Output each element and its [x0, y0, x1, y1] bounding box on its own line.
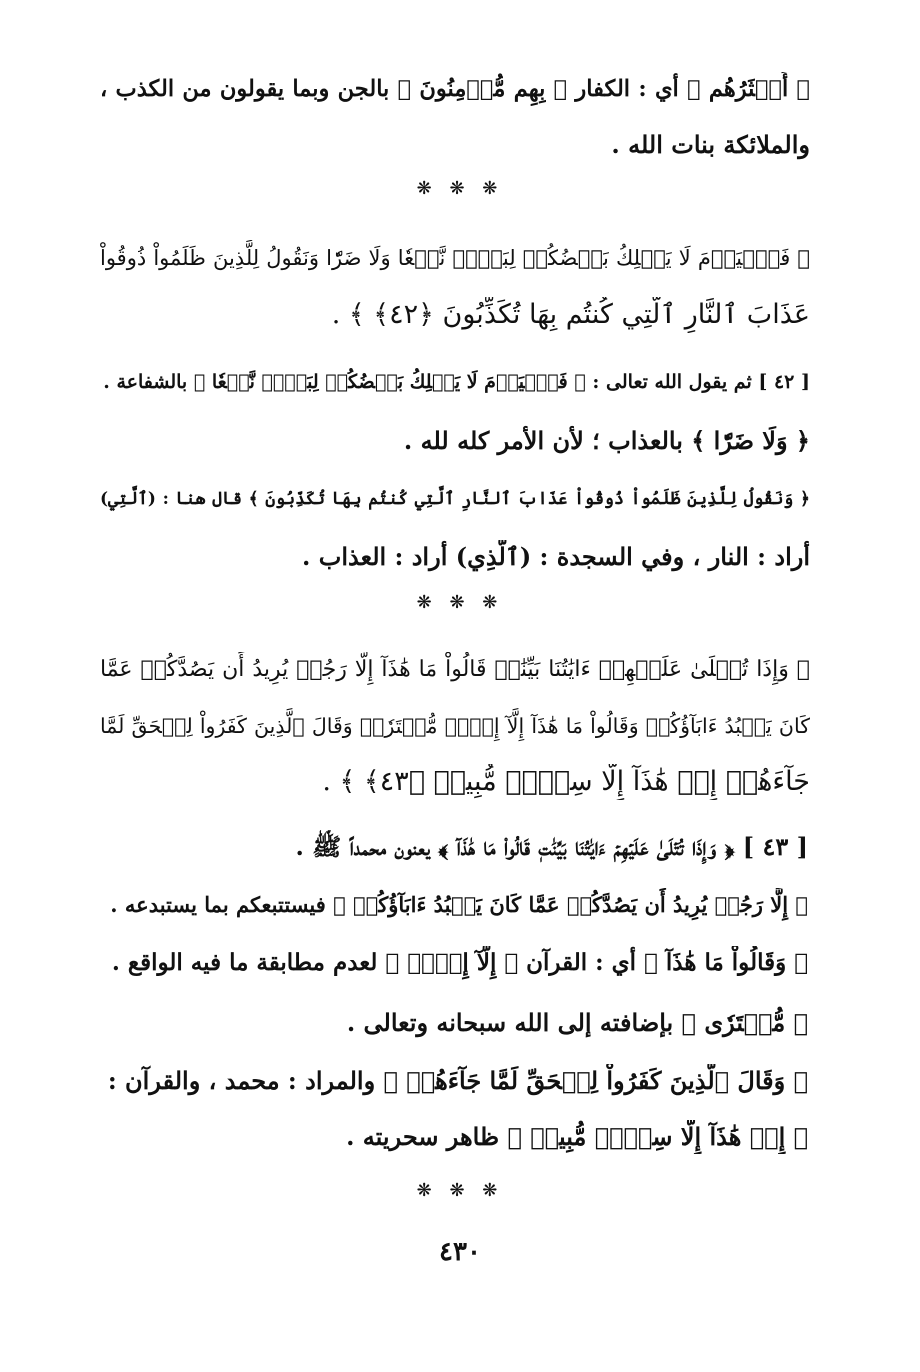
commentary-43-line-1: [ ٤٣ ] ﴿ وَإِذَا تُتۡلَىٰ عَلَيۡهِمۡ ءَايَٰتُنَا بَيِّنَٰتٖ قَالُواْ مَا هَٰذَآ ﴾ يعنون محمداً ﷺ .: [295, 832, 808, 861]
commentary-43-line-5: ﴿ وَقَالَ ٱلَّذِينَ كَفَرُواْ لِلۡحَقِّ لَمَّا جَآءَهُمۡ ﴾ والمراد : محمد ، والقرآن :: [107, 1066, 808, 1095]
commentary-42-line-1: [ ٤٢ ] ثم يقول الله تعالى : ﴿ فَٱلۡيَوۡمَ لَا يَمۡلِكُ بَعۡضُكُمۡ لِبَعۡضٖ نَّفۡعٗا ﴾ بالشفاعة .: [103, 371, 810, 393]
verse-line-43c: جَآءَهُمۡ إِنۡ هَٰذَآ إِلَّا سِحۡرٞ مُّبِينٞ ﴿٤٣﴾ ﴾ .: [322, 766, 810, 797]
section-divider-3: ❋ ❋ ❋: [416, 1180, 504, 1201]
text-line-1: ﴿ أَكۡثَرُهُم ﴾ أي : الكفار ﴿ بِهِم مُّؤۡمِنُونَ ﴾ بالجن وبما يقولون من الكذب ،: [100, 76, 810, 102]
commentary-43-line-6: ﴿ إِنۡ هَٰذَآ إِلَّا سِحۡرٞ مُّبِينٞ ﴾ ظاهر سحريته .: [346, 1122, 808, 1151]
commentary-42-line-3: ﴿ وَنَقُولُ لِلَّذِينَ ظَلَمُواْ ذُوقُواْ عَذَابَ ٱلنَّارِ ٱلَّتِي كُنتُم بِهَا تُكَذِّبُونَ ﴾ قال هنا : (ٱلَّتِي): [100, 489, 810, 509]
commentary-42-line-4: أراد : النار ، وفي السجدة : (ٱلَّذِي) أراد : العذاب .: [302, 542, 810, 571]
page-number: ٤٣٠: [439, 1237, 481, 1267]
commentary-43-line-3: ﴿ وَقَالُواْ مَا هَٰذَآ ﴾ أي : القرآن ﴿ إِلَّآ إِفۡكٞ ﴾ لعدم مطابقة ما فيه الواقع .: [111, 949, 808, 976]
section-divider-2: ❋ ❋ ❋: [416, 592, 504, 613]
verse-line-42a: ﴿ فَٱلۡيَوۡمَ لَا يَمۡلِكُ بَعۡضُكُمۡ لِبَعۡضٖ نَّفۡعٗا وَلَا ضَرّٗا وَنَقُولُ لِلَّذِينَ ظَلَمُواْ ذُوقُواْ: [100, 246, 810, 270]
commentary-43-line-2: ﴿ إِلَّا رَجُلٞ يُرِيدُ أَن يَصُدَّكُمۡ عَمَّا كَانَ يَعۡبُدُ ءَابَآؤُكُمۡ ﴾ فيستتبعكم بما يستبدعه .: [110, 892, 808, 917]
text-line-2: والملائكة بنات الله .: [611, 130, 810, 159]
verse-line-42b: عَذَابَ ٱلنَّارِ ٱلَّتِي كُنتُم بِهَا تُكَذِّبُونَ ﴿٤٢﴾ ﴾ .: [331, 299, 810, 330]
verse-line-43b: كَانَ يَعۡبُدُ ءَابَآؤُكُمۡ وَقَالُواْ مَا هَٰذَآ إِلَّآ إِفۡكٞ مُّفۡتَرٗىۚ وَقَالَ ٱلَّذِينَ كَفَرُواْ لِلۡحَقِّ لَمَّا: [100, 714, 810, 738]
commentary-43-line-4: ﴿ مُّفۡتَرٗى ﴾ بإضافته إلى الله سبحانه وتعالى .: [346, 1008, 808, 1037]
section-divider-1: ❋ ❋ ❋: [416, 178, 504, 199]
commentary-42-line-2: ﴿ وَلَا ضَرّٗا ﴾ بالعذاب ؛ لأن الأمر كله لله .: [403, 426, 810, 455]
verse-line-43a: ﴿ وَإِذَا تُتۡلَىٰ عَلَيۡهِمۡ ءَايَٰتُنَا بَيِّنَٰتٖ قَالُواْ مَا هَٰذَآ إِلَّا رَجُلٞ يُرِيدُ أَن يَصُدَّكُمۡ عَمَّا: [100, 657, 810, 682]
